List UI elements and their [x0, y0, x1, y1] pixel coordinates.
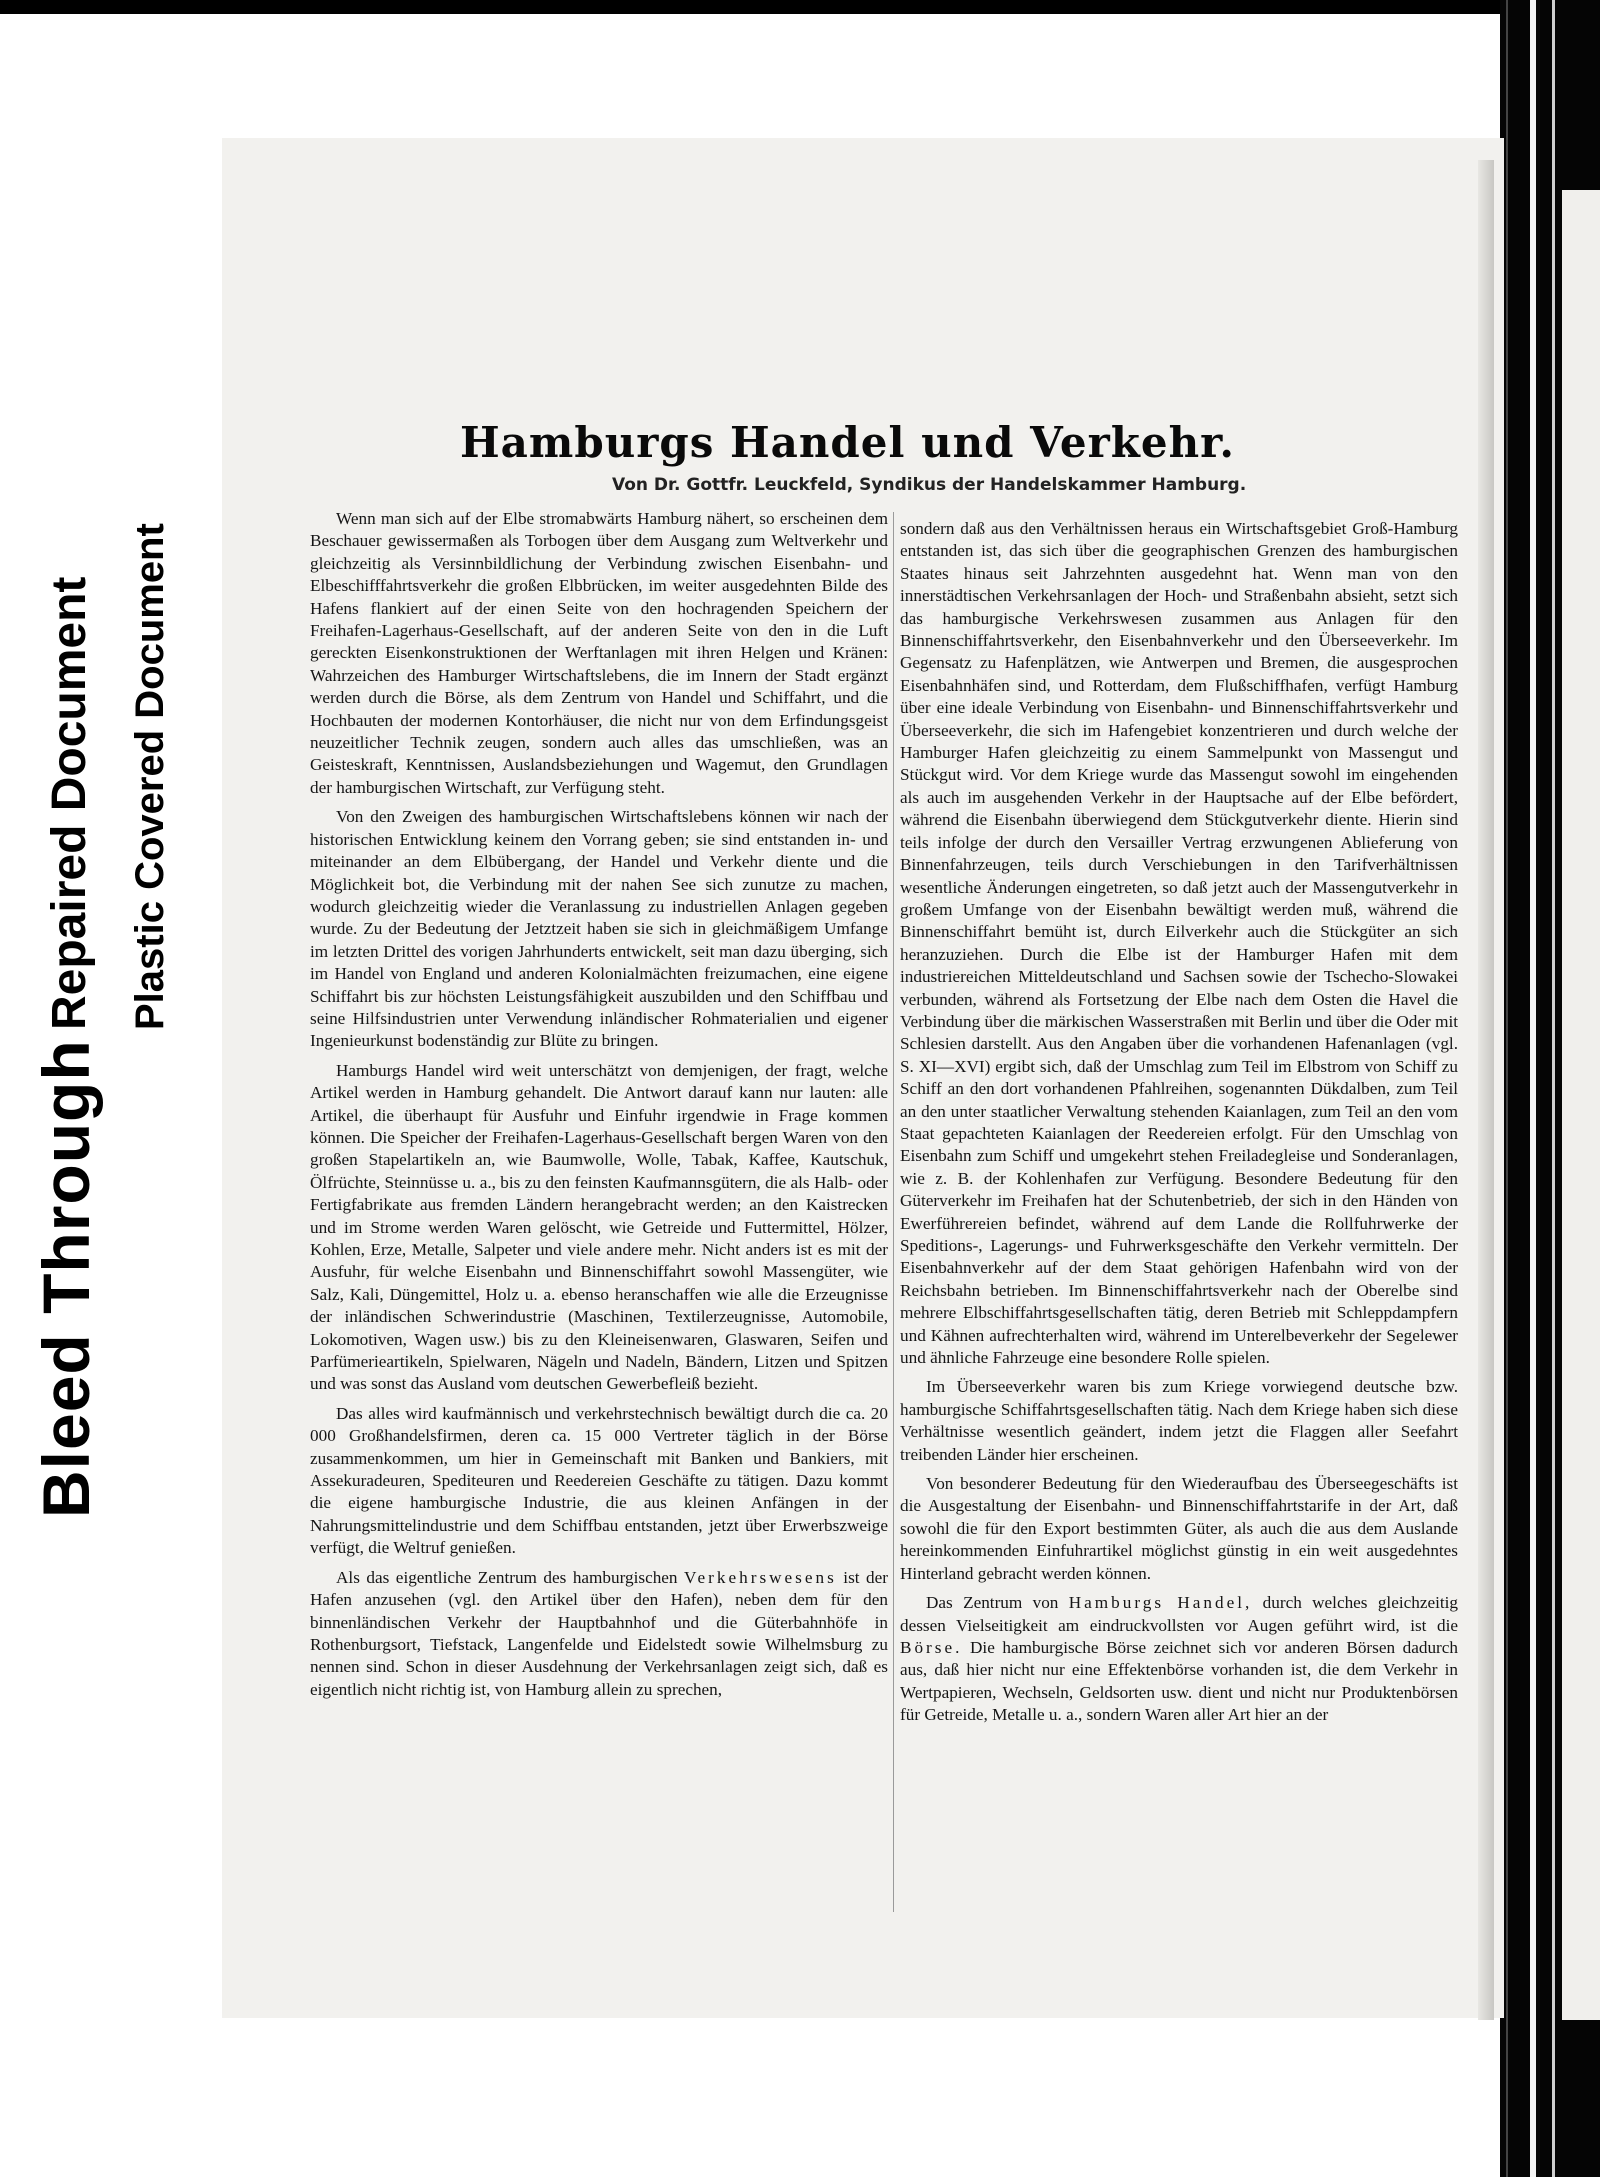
paragraph [310, 1567, 888, 1701]
bleed-through-label: Bleed Through [29, 1039, 103, 1518]
scan-top-border [0, 0, 1600, 14]
facing-page-strip [1562, 190, 1600, 2020]
page-fold-shadow [1478, 160, 1494, 2020]
right-column [900, 518, 1458, 1734]
spaced-term: Hamburgs Handel, [1068, 1593, 1253, 1613]
paragraph: Hamburgs Handel wird weit unterschätzt von demjenigen, der fragt, welche Artikel werden in Hamburg gehandelt. Die Antwort darauf kann nur lauten: alle Artikel, die überhaupt für Ausfuhr und Einfuhr irgendwie in Frage kommen können. Die Speicher der Freihafen-Lagerhaus-Gesellschaft bergen Waren von den großen Stapelartikeln an, wie Baumwolle, Wolle, Tabak, Kaffee, Kautschuk, Ölfrüchte, Steinnüsse u. a., bis zu den feinsten Kaufmannsgütern, die als Halb- oder Fertigfabrikate aus fremden Ländern herangebracht werden; an den Kaistrecken und im Strome werden Waren gelöscht, wie Getreide und Futtermittel, Hölzer, Kohlen, Erze, Metalle, Salpeter und viele andere mehr. Nicht anders ist es mit der Ausfuhr, für welche Eisenbahn und Binnenschiffahrt sowohl Massengüter, wie Salz, Kali, Düngemittel, Holz u. a. ebenso heranschaffen wie alle die Erzeugnisse der inländischen Schwerindustrie (Maschinen, Textilerzeugnisse, Automobile, Lokomotiven, Wagen usw.) bis zu den Kleineisenwaren, Glaswaren, Seifen und Parfümerieartikeln, Spielwaren, Nägeln und Nadeln, Bändern, Litzen und Spitzen und was sonst das Ausland vom deutschen Gewerbefleiß bezieht. [310, 1060, 888, 1394]
paragraph-rest: ist der Hafen anzusehen (vgl. den Artikel über den Hafen), neben dem für den binnenländischen Verkehr der Hauptbahnhof und die Güterbahnhöfe in Rothenburgsort, Tiefstack, Langenfelde und Eidelstedt sowie Wilhelmsburg zu nennen sind. Schon in dieser Ausdehnung der Verkehrsanlagen zeigt sich, daß es eigentlich nicht richtig ist, von Hamburg allein zu sprechen, [310, 1567, 888, 1699]
left-column [310, 508, 888, 1708]
paragraph: Wenn man sich auf der Elbe stromabwärts Hamburg nähert, so erscheinen dem Beschauer gewissermaßen als Torbogen über dem Ausgang zum Weltverkehr und gleichzeitig als Versinnbildlichung der Verbindung zwischen Eisenbahn- und Elbeschifffahrtsverkehr die großen Elbbrücken, im weiter ausgedehnten Bilde des Hafens flankiert auf der einen Seite von den hochragenden Speichern der Freihafen-Lagerhaus-Gesellschaft, auf der anderen Seite von den in die Luft gereckten Eisenkonstruktionen der Werftanlagen mit ihren Helgen und Kränen: Wahrzeichen des Hamburger Wirtschaftslebens, die im Innern der Stadt ergänzt werden durch die Börse, als dem Zentrum von Handel und Schiffahrt, und die Hochbauten der modernen Kontorhäuser, die nicht nur von dem Erfindungsgeist neuzeitlicher Technik zeugen, sondern auch alles das umschließen, was an Geisteskraft, Kenntnissen, Auslandsbeziehungen und Wagemut, den Grundlagen der hamburgischen Wirtschaft, zur Verfügung steht. [310, 509, 888, 797]
article-byline: Von Dr. Gottfr. Leuckfeld, Syndikus der Handelskammer Hamburg. [612, 475, 1247, 495]
spaced-term: Börse. [900, 1637, 963, 1657]
paragraph: Von den Zweigen des hamburgischen Wirtschaftslebens können wir nach der historischen Entwicklung keinem den Vorrang geben; sie sind entstanden in- und miteinander an dem Elbübergang, der Handel und Verkehr diente und die Möglichkeit bot, die Verbindung mit der nahen See sich zunutze zu machen, wodurch gleichzeitig wieder die Veranlassung zu industriellen Anlagen gegeben wurde. Zu der Bedeutung der Jetztzeit haben sie sich in gleichmäßigem Umfange im letzten Drittel des vorigen Jahrhunderts entwickelt, seit man dazu überging, sich im Handel von England und anderen Kolonialmächten freizumachen, eine eigene Schiffahrt bis zur höchsten Leistungsfähigkeit auszubilden und den Schiffbau und seine Hilfsindustrien unter Verwendung inländischer Rohmaterialien und eigener Ingenieurkunst bodenständig zur Blüte zu bringen. [310, 807, 888, 1051]
paragraph-rest: Die hamburgische Börse zeichnet sich vor anderen Börsen dadurch aus, daß hier nicht nur eine Effektenbörse vorhanden ist, die dem Verkehr in Wertpapieren, Wechseln, Geldsorten usw. dient und nicht nur Produktenbörsen für Getreide, Metalle u. a., sondern Waren aller Art hier an der [900, 1637, 1458, 1725]
paragraph-mid: durch welches gleichzeitig dessen Vielseitigkeit am eindruckvollsten vor Augen geführt wird, ist die [900, 1593, 1459, 1635]
paragraph: Von besonderer Bedeutung für den Wiederaufbau des Überseegeschäfts ist die Ausgestaltung der Eisenbahn- und Binnenschiffahrtstarife in der Art, daß sowohl die für den Export bestimmten Güter, als auch die aus dem Auslande hereinkommenden Einfuhrartikel möglichst günstig in ein weit ausgedehntes Hinterland gebracht werden können. [900, 1474, 1458, 1583]
article-title: Hamburgs Handel und Verkehr. [460, 418, 1235, 467]
plastic-covered-label: Plastic Covered Document [128, 523, 172, 1030]
repaired-document-label: Repaired Document [43, 576, 96, 1030]
facing-page-edge [1530, 0, 1536, 2177]
page-edge-line [1506, 0, 1508, 2177]
paragraph-lead: Als das eigentliche Zentrum des hamburgischen [336, 1567, 678, 1587]
paragraph-lead: Das Zentrum von [926, 1593, 1059, 1613]
paragraph: sondern daß aus den Verhältnissen heraus ein Wirtschaftsgebiet Groß-Hamburg entstanden ist, das sich über die geographischen Grenzen des hamburgischen Staates hinaus seit Jahrzehnten ausgedehnt hat. Wenn man von den innerstädtischen Verkehrsanlagen der Hoch- und Straßenbahn absieht, setzt sich das hamburgische Verkehrswesen zusammen aus Anlagen für den Binnenschiffahrtsverkehr, den Eisenbahnverkehr und den Überseeverkehr. Im Gegensatz zu Hafenplätzen, wie Antwerpen und Bremen, die ausgesprochen Eisenbahnhäfen sind, und Rotterdam, dem Flußschiffhafen, verfügt Hamburg über eine ideale Verbindung von Eisenbahn- und Binnenschiffahrtsverkehr und Überseeverkehr, die sich im Hafengebiet konzentrieren und durch welche der Hamburger Hafen gleichzeitig zu einem Sammelpunkt von Massengut und Stückgut wird. Vor dem Kriege wurde das Massengut sowohl im eingehenden als auch im ausgehenden Verkehr in der Hauptsache auf der Elbe befördert, während die Eisenbahn überwiegend dem Stückgutverkehr diente. Hierin sind teils infolge der durch den Versailler Vertrag erzwungenen Ablieferung von Binnenfahrzeugen, teils durch Verschiebungen in den Tarifverhältnissen wesentliche Änderungen eingetreten, so daß jetzt auch der Massengutverkehr in großem Umfange von der Eisenbahn bewältigt werden muß, während die Binnenschiffahrt bemüht ist, durch Eilverkehr auch die Stückgüter an sich heranzuziehen. Durch die Elbe ist der Hamburger Hafen mit dem industriereichen Mitteldeutschland und Sachsen sowie der Tschecho-Slowakei verbunden, während als Fortsetzung der Elbe nach dem Osten die Havel die Verbindung über die märkischen Wasserstraßen mit Berlin und über die Oder mit Schlesien darstellt. Aus den Angaben über die vorhandenen Hafenanlagen (vgl. S. XI—XVI) ergibt sich, daß der Umschlag zum Teil im Elbstrom von Schiff zu Schiff an den dort vorhandenen Pfahlreihen, sogenannten Dükdalben, zum Teil an den unter staatlicher Verwaltung stehenden Kaianlagen, zum Teil an den vom Staat gepachteten Kaianlagen der Reedereien erfolgt. Für den Umschlag von Eisenbahn zum Schiff und umgekehrt stehen Freiladegleise und Sonderanlagen, wie z. B. der Kohlenhafen zur Verfügung. Besondere Bedeutung für den Güterverkehr im Freihafen hat der Schutenbetrieb, der sich in den Händen von Ewerführereien befindet, während auf dem Lande die Rollfuhrwerke der Speditions-, Lagerungs- und Fuhrwerksgeschäfte den Verkehr vermitteln. Der Eisenbahnverkehr auf der dem Staat gehörigen Hafenbahn wird von der Reichsbahn betrieben. Im Binnenschiffahrtsverkehr nach der Oberelbe sind mehrere Elbschiffahrtsgesellschaften tätig, deren Betrieb mit Schleppdampfern und Kähnen aufrechterhalten wird, während im Unterelbeverkehr der Segelewer und ähnliche Fahrzeuge eine besondere Rolle spielen. [900, 519, 1458, 1368]
spaced-term: Verkehrswesens [684, 1567, 837, 1587]
column-divider [893, 512, 894, 1912]
paragraph [900, 1592, 1458, 1726]
facing-page-edge-line [1552, 0, 1555, 2177]
paragraph: Das alles wird kaufmännisch und verkehrstechnisch bewältigt durch die ca. 20 000 Großhandelsfirmen, deren ca. 15 000 Vertreter täglich in der Börse zusammenkommen, um hier in Gemeinschaft mit Banken und Bankiers, mit Assekuradeuren, Spediteuren und Reedereien Geschäfte zu tätigen. Dazu kommt die eigene hamburgische Industrie, die aus kleinen Anfängen in der Nahrungsmittelindustrie und dem Schiffbau entstanden, jetzt über Erwerbszweige verfügt, die Weltruf genießen. [310, 1403, 888, 1558]
paragraph: Im Überseeverkehr waren bis zum Kriege vorwiegend deutsche bzw. hamburgische Schiffahrtsgesellschaften tätig. Nach dem Kriege haben sich diese Verhältnisse wesentlich geändert, indem jetzt die Flaggen aller Seefahrt treibenden Länder hier erscheinen. [900, 1377, 1458, 1464]
